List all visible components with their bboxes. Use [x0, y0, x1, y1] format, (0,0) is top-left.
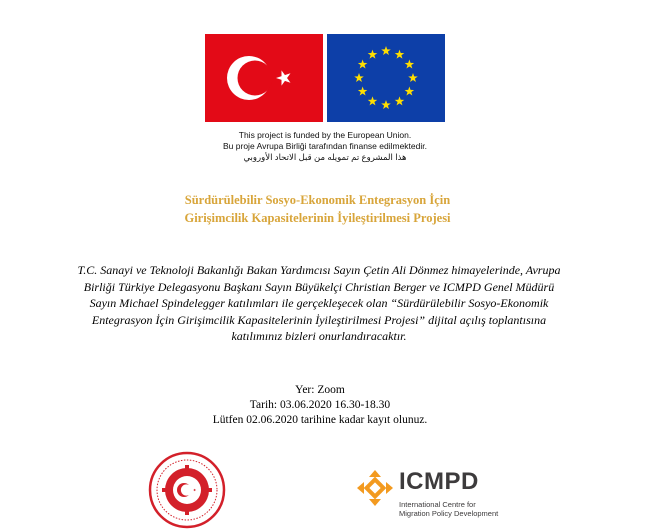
funding-arabic: هذا المشروع تم تمويله من قبل الاتحاد الأوروبي	[243, 152, 407, 162]
event-date: Tarih: 03.06.2020 16.30-18.30	[249, 399, 391, 411]
icmpd-mark-icon	[355, 468, 395, 508]
icmpd-subtitle-line1: International Centre for	[399, 500, 476, 509]
invitation-line2: Birliği Türkiye Delegasyonu Başkanı Sayın Büyükelçi Christian Berger ve ICMPD Genel Müdürü	[83, 279, 555, 294]
event-rsvp: Lütfen 02.06.2020 tarihine kadar kayıt olunuz.	[212, 414, 428, 426]
event-location: Yer: Zoom	[295, 384, 345, 396]
icmpd-logo	[355, 468, 530, 526]
invitation-line1: T.C. Sanayi ve Teknoloji Bakanlığı Bakan Yardımcısı Sayın Çetin Ali Dönmez himayelerinde, Avrupa	[77, 263, 561, 277]
project-title-line2: Girişimcilik Kapasitelerinin İyileştirilmesi Projesi	[184, 211, 451, 225]
eu-flag	[327, 34, 445, 122]
invitation-line3: Sayın Michael Spindelegger katılımları ile gerçekleşecek olan “Sürdürülebilir Sosyo-Ekonomik	[89, 296, 549, 310]
icmpd-subtitle-line2: Migration Policy Development	[399, 509, 499, 518]
turkey-flag	[205, 34, 323, 122]
funding-statement	[0, 130, 650, 163]
event-details	[0, 383, 640, 428]
icmpd-wordmark: ICMPD	[399, 468, 479, 495]
invitation-text	[8, 262, 630, 345]
funding-turkish: Bu proje Avrupa Birliği tarafından finanse edilmektedir.	[223, 141, 427, 151]
invitation-line4: Entegrasyon İçin Girişimcilik Kapasitelerinin İyileştirilmesi Projesi” dijital açılış toplantısına	[91, 312, 547, 327]
funding-english: This project is funded by the European Union.	[238, 130, 412, 140]
icmpd-subtitle	[399, 500, 498, 518]
ministry-logo	[148, 451, 226, 529]
project-title-line1: Sürdürülebilir Sosyo-Ekonomik Entegrasyon İçin	[184, 193, 451, 207]
invitation-line5: katılımınız bizleri onurlandıracaktır.	[231, 329, 407, 343]
flags-banner	[205, 34, 445, 122]
project-title	[0, 191, 635, 227]
